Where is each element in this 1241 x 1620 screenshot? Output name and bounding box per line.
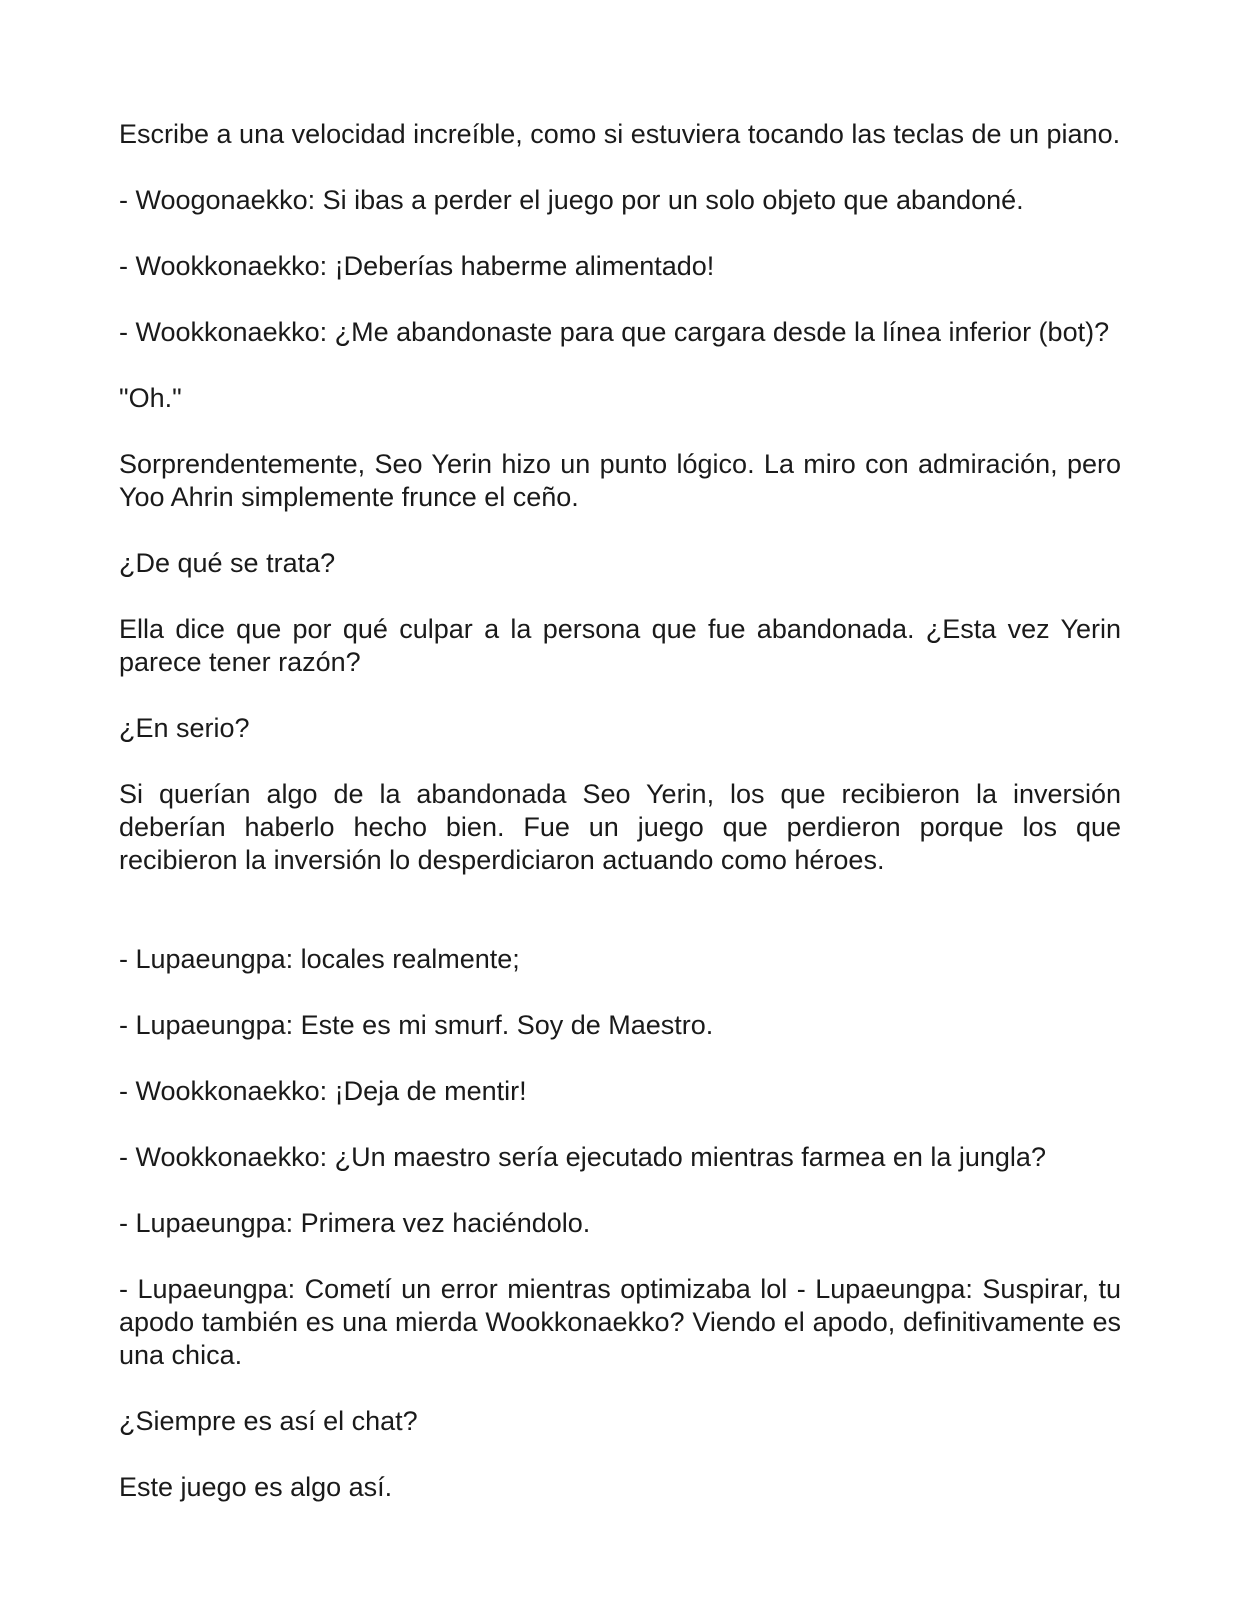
paragraph: ¿De qué se trata? (119, 548, 336, 578)
chat-line: - Wookkonaekko: ¿Un maestro sería ejecutado mientras farmea en la jungla? (119, 1142, 1046, 1172)
chat-line: - Lupaeungpa: Este es mi smurf. Soy de Maestro. (119, 1010, 714, 1040)
paragraph: Este juego es algo así. (119, 1472, 393, 1502)
chat-line: - Lupaeungpa: Primera vez haciéndolo. (119, 1208, 591, 1238)
paragraph: ¿En serio? (119, 713, 250, 743)
chat-line: - Woogonaekko: Si ibas a perder el juego por un solo objeto que abandoné. (119, 185, 1024, 215)
chat-line: - Wookkonaekko: ¡Deberías haberme alimentado! (119, 251, 715, 281)
dialogue-line: "Oh." (119, 383, 182, 413)
paragraph: ¿Siempre es así el chat? (119, 1406, 418, 1436)
chat-line: - Lupaeungpa: locales realmente; (119, 944, 520, 974)
paragraph: Si querían algo de la abandonada Seo Yerin, los que recibieron la inversión deberían haberlo hecho bien. Fue un juego que perdieron porque los que recibieron la inversión lo desperdiciaron actuando como héroes. (119, 779, 1121, 875)
paragraph: Escribe a una velocidad increíble, como si estuviera tocando las teclas de un piano. (119, 119, 1121, 149)
chat-line: - Wookkonaekko: ¡Deja de mentir! (119, 1076, 527, 1106)
paragraph: Ella dice que por qué culpar a la persona que fue abandonada. ¿Esta vez Yerin parece tener razón? (119, 614, 1121, 677)
chat-line: - Lupaeungpa: Cometí un error mientras optimizaba lol - Lupaeungpa: Suspirar, tu apodo también es una mierda Wookkonaekko? Viendo el apodo, definitivamente es una chica. (119, 1274, 1121, 1370)
document-body (119, 118, 1121, 1504)
paragraph: Sorprendentemente, Seo Yerin hizo un punto lógico. La miro con admiración, pero Yoo Ahrin simplemente frunce el ceño. (119, 449, 1121, 512)
chat-line: - Wookkonaekko: ¿Me abandonaste para que cargara desde la línea inferior (bot)? (119, 317, 1110, 347)
